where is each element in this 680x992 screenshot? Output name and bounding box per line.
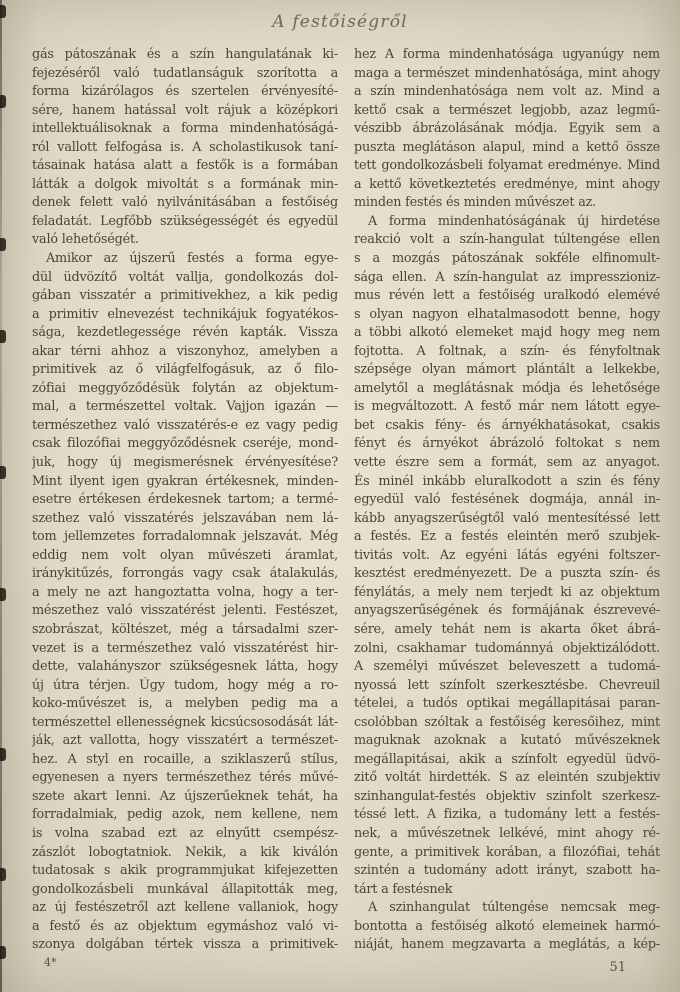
left-column bbox=[32, 46, 338, 955]
text-line: fényt és árnyékot ábrázoló foltokat s nem bbox=[354, 436, 660, 452]
signature-mark: 4* bbox=[44, 956, 57, 969]
text-line: forma kizárólagos és szertelen érvényesíté- bbox=[32, 84, 338, 100]
text-line: gente, a primitivek korában, a filozófiai, tehát bbox=[354, 844, 660, 860]
scan-artifact bbox=[0, 868, 6, 881]
scan-artifact bbox=[0, 466, 6, 479]
text-line: eddig nem volt olyan művészeti áramlat, bbox=[32, 547, 338, 563]
text-line: tom jellemzetes forradalomnak jelszavát. Még bbox=[32, 529, 338, 545]
text-line: a többi alkotó elemeket majd hogy meg nem bbox=[354, 325, 660, 341]
text-line: tett gondolkozásbeli folyamat eredménye. Mind bbox=[354, 158, 660, 174]
text-line: zolni, csakhamar tudománnyá objektizálódott. bbox=[354, 640, 660, 656]
text-line: gondolkozásbeli munkával állapitották meg, bbox=[32, 881, 338, 897]
text-line: iránykitűzés, forrongás vagy csak átalakulás, bbox=[32, 566, 338, 582]
text-line: a festés. Ez a festés eleintén merő szubjek- bbox=[354, 529, 660, 545]
text-line: tudatosak s akik programmjukat kifejezetten bbox=[32, 863, 338, 879]
page-footer bbox=[0, 954, 680, 978]
text-line: szintén a tudomány adott irányt, szabott ha- bbox=[354, 863, 660, 879]
text-line: egyedül való festésének dogmája, annál in- bbox=[354, 492, 660, 508]
text-line: szethez való visszatérés jelszavában nem lá- bbox=[32, 510, 338, 526]
text-line: a primitiv elnevezést technikájuk fogyatékos- bbox=[32, 306, 338, 322]
text-line: kettő csak a természet legjobb, azaz legmű- bbox=[354, 102, 660, 118]
text-columns bbox=[32, 46, 660, 955]
text-line: maga a természet mindenhatósága, mint ahogy bbox=[354, 65, 660, 81]
text-line: az új festészetről azt kellene vallaniok, hogy bbox=[32, 900, 338, 916]
text-line: esetre értékesen érdekesnek tartom; a termé- bbox=[32, 492, 338, 508]
text-line: tárt a festésnek bbox=[354, 881, 453, 897]
text-line: dül üdvözítő voltát vallja, gondolkozás dol- bbox=[32, 269, 338, 285]
text-line: amelytől a meglátásnak módja és lehetősége bbox=[354, 380, 660, 396]
text-line: koko-művészet is, a melyben pedig ma a bbox=[32, 696, 338, 712]
scan-artifact bbox=[0, 330, 6, 343]
text-line: denek felett való nyilvánitásában a festőiség bbox=[32, 195, 338, 211]
text-line: való lehetőségét. bbox=[32, 232, 139, 248]
text-line: zófiai meggyőződésük folytán az objektum- bbox=[32, 380, 338, 396]
text-line: ják, azt vallotta, hogy visszatért a természet- bbox=[32, 733, 338, 749]
text-line: Amikor az újszerű festés a forma egye- bbox=[46, 251, 338, 267]
text-line: gában visszatér a primitivekhez, a kik pedig bbox=[32, 288, 338, 304]
text-line: akar térni ahhoz a viszonyhoz, amelyben a bbox=[32, 343, 338, 359]
text-line: zitő voltát hirdették. S az eleintén szubjektiv bbox=[354, 770, 660, 786]
text-line: intellektuálisoknak a forma mindenhatóságá- bbox=[32, 121, 338, 137]
text-line: természethez való visszatérés-e ez vagy pedig bbox=[32, 417, 338, 433]
text-line: s olyan nagyon elhatalmasodott benne, hogy bbox=[354, 306, 660, 322]
text-line: bet csakis fény- és árnyékhatásokat, csakis bbox=[354, 417, 660, 433]
text-line: vette észre sem a formát, sem az anyagot. bbox=[354, 455, 660, 471]
text-line: niáját, hanem megzavarta a meglátás, a kép- bbox=[354, 937, 660, 953]
text-line: reakció volt a szín-hangulat túltengése ellen bbox=[354, 232, 660, 248]
text-line: bontotta a festőiség alkotó elemeinek harmó- bbox=[354, 918, 660, 934]
text-line: A szinhangulat túltengése nemcsak meg- bbox=[368, 900, 660, 916]
text-line: a mely ne azt hangoztatta volna, hogy a ter- bbox=[32, 584, 338, 600]
text-line: mészethez való visszatérést jelenti. Festészet, bbox=[32, 603, 338, 619]
text-line: sére, amely tehát nem is akarta őket ábrá- bbox=[354, 621, 660, 637]
running-head-title: A festőiségről bbox=[272, 12, 408, 32]
text-line: tételei, a tudós optikai megállapitásai paran- bbox=[354, 696, 660, 712]
scan-artifact bbox=[0, 95, 6, 108]
text-line: is volna szabad ezt az elnyűtt csempész- bbox=[32, 825, 338, 841]
scan-artifact bbox=[0, 748, 6, 761]
text-line: feladatát. Legfőbb szükségességét és egyedül bbox=[32, 213, 338, 229]
text-line: És minél inkább eluralkodott a szin és fény bbox=[354, 473, 660, 489]
scan-gutter-shadow bbox=[0, 0, 2, 992]
text-line: is megváltozott. A festő már nem látott egye- bbox=[354, 399, 660, 415]
text-line: fejezéséről való tudatlanságuk szorította a bbox=[32, 65, 338, 81]
text-line: fénylátás, a mely nem terjedt ki az objektum bbox=[354, 584, 660, 600]
text-line: ról vallott felfogása is. A scholastikusok taní- bbox=[32, 139, 338, 155]
text-line: a szín mindenhatósága nem volt az. Mind a bbox=[354, 84, 660, 100]
text-line: egyenesen a nyers természethez térés művé- bbox=[32, 770, 338, 786]
text-line: szete akart lenni. Az újszerűeknek tehát, ha bbox=[32, 788, 338, 804]
text-line: A forma mindenhatóságának új hirdetése bbox=[368, 213, 660, 229]
text-line: mus révén lett a festőiség uralkodó elemévé bbox=[354, 288, 660, 304]
text-line: sére, hanem hatással volt rájuk a középkori bbox=[32, 102, 338, 118]
text-line: szinhangulat-festés objektiv szinfolt szerkesz- bbox=[354, 788, 660, 804]
text-line: A személyi művészet beleveszett a tudomá- bbox=[354, 659, 660, 675]
text-line: tásainak hatása alatt a festők is a formában bbox=[32, 158, 338, 174]
text-line: szobrászat, költészet, még a társadalmi szer- bbox=[32, 621, 338, 637]
text-line: kább anyagszerűségtől való mentesítéssé lett bbox=[354, 510, 660, 526]
text-line: a kettő következtetés eredménye, mint ahogy bbox=[354, 176, 660, 192]
text-line: Mint ilyent igen gyakran értékesnek, minden- bbox=[32, 473, 338, 489]
text-line: gás pátoszának és a szín hangulatának ki- bbox=[32, 47, 338, 62]
text-line: nek, a művészetnek lelkévé, mint ahogy ré- bbox=[354, 825, 660, 841]
text-line: sága ellen. A szín-hangulat az impresszioniz- bbox=[354, 269, 660, 285]
text-line: nyossá lett színfolt szerkesztésbe. Chevreuil bbox=[354, 677, 660, 693]
text-line: primitivek az ő világfelfogásuk, az ő filo- bbox=[32, 362, 338, 378]
scan-artifact bbox=[0, 588, 6, 601]
scan-artifact bbox=[0, 238, 6, 251]
text-line: látták a dolgok mivoltát s a formának min- bbox=[32, 176, 338, 192]
text-line: vészibb ábrázolásának módja. Egyik sem a bbox=[354, 121, 660, 137]
text-line: forradalmiak, pedig azok, nem kellene, nem bbox=[32, 807, 338, 823]
text-line: zászlót lobogtatniok. Nekik, a kik kiválón bbox=[32, 844, 338, 860]
text-line: téssé lett. A fizika, a tudomány lett a festés- bbox=[354, 807, 660, 823]
text-line: maguknak azoknak a kutató művészeknek bbox=[354, 733, 660, 749]
text-line: csolóbban szóltak a festőiség keresőihez, mint bbox=[354, 714, 660, 730]
text-line: megállapitásai, akik a színfolt egyedül üdvö- bbox=[354, 751, 660, 767]
text-line: sága, kezdetlegessége révén kapták. Vissza bbox=[32, 325, 338, 341]
text-line: puszta meglátáson alapul, mind a kettő össze bbox=[354, 139, 660, 155]
text-line: anyagszerűségének és formájának észrevevé- bbox=[354, 603, 660, 619]
text-line: kesztést eredményezett. De a puszta szín- és bbox=[354, 566, 660, 582]
text-line: új útra térjen. Úgy tudom, hogy még a ro- bbox=[32, 677, 338, 693]
text-line: természettel ellenességnek kicsúcsosodását lát- bbox=[32, 714, 338, 730]
text-line: vezet is a természethez való visszatérést hir- bbox=[32, 640, 338, 656]
text-line: dette, valahányszor szükségesnek látta, hogy bbox=[32, 659, 338, 675]
text-line: szonya dolgában tértek vissza a primitivek- bbox=[32, 937, 338, 953]
text-line: mal, a természettel voltak. Vajjon igazán — bbox=[32, 399, 338, 415]
page-number: 51 bbox=[609, 960, 626, 975]
text-line: fojtotta. A foltnak, a szín- és fényfoltnak bbox=[354, 343, 660, 359]
text-line: minden festés és minden művészet az. bbox=[354, 195, 597, 211]
text-line: hez A forma mindenhatósága ugyanúgy nem bbox=[354, 47, 660, 62]
text-line: szépsége olyan mámort plántált a lelkekbe, bbox=[354, 362, 660, 378]
text-line: tivitás volt. Az egyéni látás egyéni foltszer- bbox=[354, 547, 660, 563]
text-line: hez. A styl en rocaille, a sziklaszerű stílus, bbox=[32, 751, 338, 767]
text-line: csak filozófiai meggyőződésnek cseréje, mond- bbox=[32, 436, 338, 452]
text-line: juk, hogy új megismerésnek érvényesítése? bbox=[32, 455, 338, 471]
text-line: s a mozgás pátoszának sokféle elfinomult- bbox=[354, 251, 660, 267]
text-line: a festő és az objektum egymáshoz való vi- bbox=[32, 918, 338, 934]
right-column bbox=[354, 46, 660, 955]
